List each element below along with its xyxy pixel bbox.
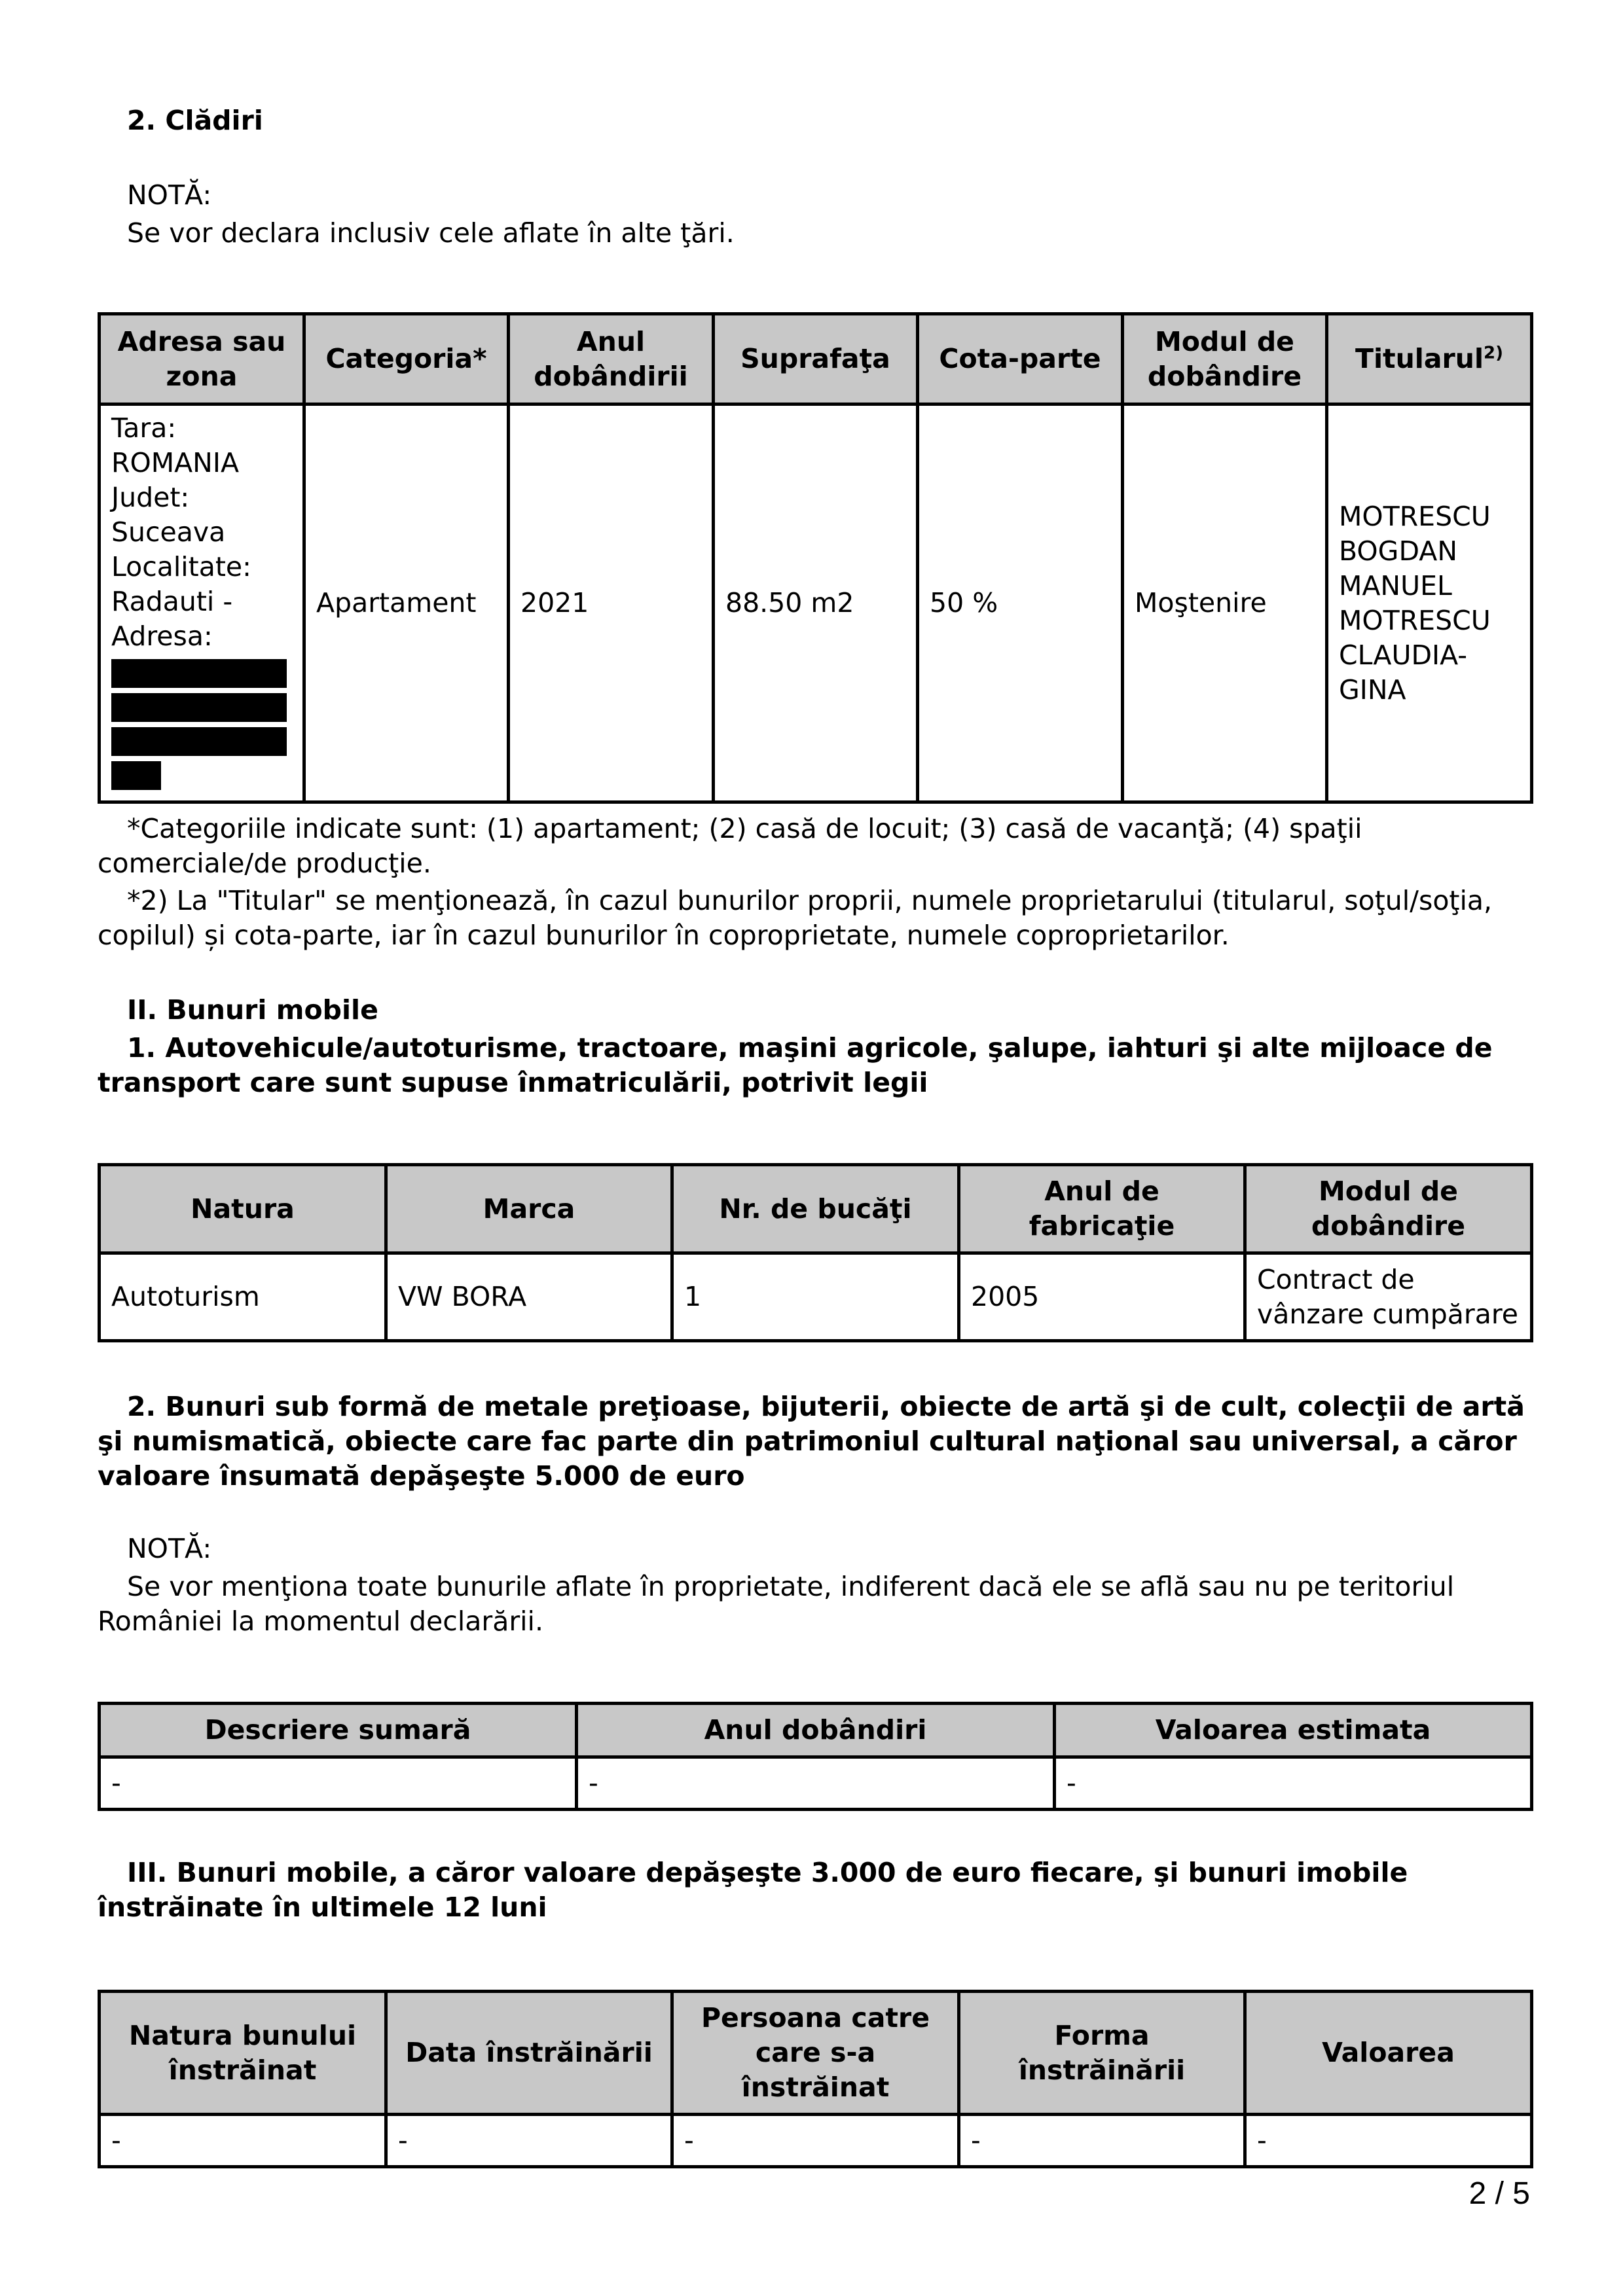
- address-line: Suceava: [111, 516, 226, 548]
- col-header-mode: Modul de dobândire: [1245, 1165, 1532, 1253]
- owner-line: GINA: [1339, 673, 1406, 706]
- cell-form: -: [959, 2115, 1245, 2167]
- cell-value: -: [1245, 2115, 1532, 2167]
- col-header-year: Anul dobândirii: [509, 314, 714, 404]
- cell-year: 2021: [509, 404, 714, 802]
- cell-nature: -: [100, 2115, 386, 2167]
- col-header-value: Valoarea: [1245, 1992, 1532, 2115]
- col-header-date: Data înstrăinării: [386, 1992, 672, 2115]
- address-line: ROMANIA: [111, 447, 239, 478]
- col-header-category: Categoria*: [304, 314, 509, 404]
- col-header-owner: [1327, 314, 1532, 404]
- section-heading-cladiri: 2. Clădiri: [127, 105, 263, 136]
- redaction-bar: [111, 761, 161, 790]
- cell-owners: [1327, 404, 1532, 802]
- col-header-nature: Natura: [100, 1165, 386, 1253]
- col-header-area: Suprafaţa: [714, 314, 918, 404]
- cell-mode: Contract de vânzare cumpărare: [1245, 1253, 1532, 1341]
- cell-description: -: [100, 1757, 577, 1810]
- note-text: Se vor declara inclusiv cele aflate în alte ţări.: [127, 217, 735, 249]
- address-line: Radauti -: [111, 586, 233, 617]
- redaction-bar: [111, 693, 287, 722]
- col-header-manufacture-year: Anul de fabricaţie: [959, 1165, 1245, 1253]
- address-line: Adresa:: [111, 620, 213, 652]
- cell-year: -: [577, 1757, 1055, 1810]
- cell-mode: Moştenire: [1123, 404, 1327, 802]
- redaction-bar: [111, 659, 287, 688]
- footnote-categories: *Categoriile indicate sunt: (1) apartament; (2) casă de locuit; (3) casă de vacanţă; (4) spaţii comerciale/de producţie.: [98, 813, 1362, 879]
- table-row: [100, 2115, 1532, 2167]
- cell-manufacture-year: 2005: [959, 1253, 1245, 1341]
- cell-share: 50 %: [918, 404, 1123, 802]
- address-line: Localitate:: [111, 551, 251, 583]
- col-header-value: Valoarea estimata: [1055, 1704, 1532, 1757]
- col-header-brand: Marca: [386, 1165, 672, 1253]
- cell-date: -: [386, 2115, 672, 2167]
- cell-brand: VW BORA: [386, 1253, 672, 1341]
- cell-nature: Autoturism: [100, 1253, 386, 1341]
- address-line: Tara:: [111, 412, 177, 444]
- table-row: [100, 404, 1532, 802]
- note-label: NOTĂ:: [127, 1533, 212, 1564]
- cell-area: 88.50 m2: [714, 404, 918, 802]
- table-header-row: [100, 1165, 1532, 1253]
- footnote-titular: *2) La "Titular" se menţionează, în cazul bunurilor proprii, numele proprietarului (titularul, soţul/soţia, copilul) și cota-parte, iar în cazul bunurilor în coproprietate, numele coproprietarilor.: [98, 885, 1493, 951]
- col-header-person: Persoana catre care s-a înstrăinat: [672, 1992, 959, 2115]
- owner-line: MOTRESCU: [1339, 604, 1491, 636]
- alienated-table: [98, 1990, 1533, 2168]
- owner-line: BOGDAN: [1339, 535, 1458, 567]
- section-heading-bunuri-mobile: II. Bunuri mobile: [127, 994, 378, 1026]
- owner-line: MANUEL: [1339, 569, 1452, 601]
- cell-person: -: [672, 2115, 959, 2167]
- col-header-owner-label: Titularul: [1355, 343, 1484, 374]
- note-label: NOTĂ:: [127, 179, 212, 211]
- col-header-form: Forma înstrăinării: [959, 1992, 1245, 2115]
- cell-category: Apartament: [304, 404, 509, 802]
- col-header-count: Nr. de bucăţi: [672, 1165, 959, 1253]
- col-header-nature: Natura bunului înstrăinat: [100, 1992, 386, 2115]
- table-header-row: [100, 1992, 1532, 2115]
- col-header-address: Adresa sau zona: [100, 314, 304, 404]
- col-header-year: Anul dobândiri: [577, 1704, 1055, 1757]
- vehicles-table: [98, 1163, 1533, 1342]
- cell-address: [100, 404, 304, 802]
- table-row: [100, 1253, 1532, 1341]
- footnote-ref-2: 2): [1484, 343, 1503, 363]
- redaction-bar: [111, 727, 287, 756]
- owner-line: MOTRESCU: [1339, 500, 1491, 532]
- col-header-mode: Modul de dobândire: [1123, 314, 1327, 404]
- cell-value: -: [1055, 1757, 1532, 1810]
- subsection-heading-vehicles: 1. Autovehicule/autoturisme, tractoare, maşini agricole, şalupe, iahturi şi alte mijloace de transport care sunt supuse înmatriculării, potrivit legii: [98, 1032, 1493, 1098]
- address-line: Judet:: [111, 482, 190, 513]
- page-number: 2 / 5: [1468, 2176, 1530, 2211]
- note-text: Se vor menţiona toate bunurile aflate în proprietate, indiferent dacă ele se află sau nu pe teritoriul României la momentul declarării.: [98, 1571, 1455, 1637]
- table-header-row: [100, 1704, 1532, 1757]
- valuables-table: [98, 1702, 1533, 1811]
- col-header-share: Cota-parte: [918, 314, 1123, 404]
- table-row: [100, 1757, 1532, 1810]
- section-heading-instrainate: III. Bunuri mobile, a căror valoare depăşeşte 3.000 de euro fiecare, şi bunuri imobile înstrăinate în ultimele 12 luni: [98, 1857, 1408, 1923]
- owner-line: CLAUDIA-: [1339, 639, 1468, 671]
- buildings-table: [98, 312, 1533, 804]
- cell-count: 1: [672, 1253, 959, 1341]
- subsection-heading-valuables: 2. Bunuri sub formă de metale preţioase, bijuterii, obiecte de artă şi de cult, colecţii de artă şi numismatică, obiecte care fac parte din patrimoniul cultural naţional sau universal, a căror valoare însumată depăşeşte 5.000 de euro: [98, 1391, 1525, 1492]
- table-header-row: [100, 314, 1532, 404]
- col-header-description: Descriere sumară: [100, 1704, 577, 1757]
